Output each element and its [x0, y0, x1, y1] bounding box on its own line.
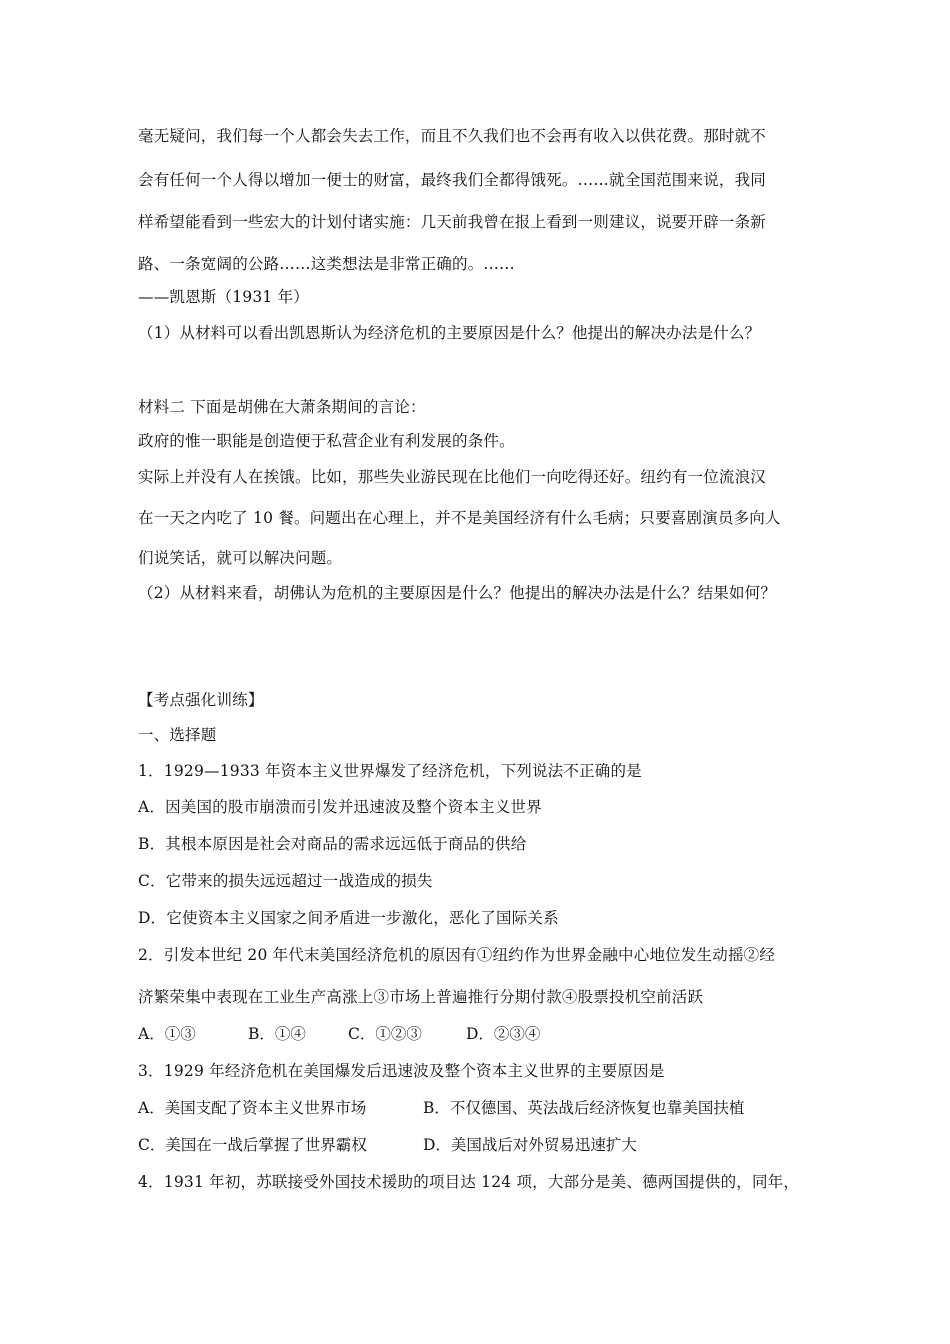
question-2-option-d: D．②③④	[466, 1025, 541, 1043]
question-1-stem: 1．1929—1933 年资本主义世界爆发了经济危机，下列说法不正确的是	[138, 762, 642, 780]
question-3-option-a: A．美国支配了资本主义世界市场	[138, 1099, 367, 1117]
material2-line-2: 实际上并没有人在挨饿。比如，那些失业游民现在比他们一向吃得还好。纽约有一位流浪汉	[138, 468, 767, 486]
material1-line-2: 会有任何一个人得以增加一便士的财富，最终我们全都得饿死。……就全国范围来说，我同	[138, 171, 767, 189]
material1-source: ——凯恩斯（1931 年）	[138, 288, 309, 306]
question-2-option-c: C．①②③	[348, 1025, 422, 1043]
material2-heading: 材料二 下面是胡佛在大萧条期间的言论：	[138, 398, 426, 416]
question-2-option-b: B．①④	[248, 1025, 306, 1043]
material2-question: （2）从材料来看，胡佛认为危机的主要原因是什么？他提出的解决办法是什么？结果如何？	[138, 584, 777, 602]
question-3-stem: 3．1929 年经济危机在美国爆发后迅速波及整个资本主义世界的主要原因是	[138, 1062, 665, 1080]
question-1-option-b: B．其根本原因是社会对商品的需求远远低于商品的供给	[138, 835, 527, 853]
question-2-options	[138, 1024, 540, 1044]
question-1-option-a: A．因美国的股市崩溃而引发并迅速波及整个资本主义世界	[138, 798, 542, 816]
question-2-stem-line-1: 2．引发本世纪 20 年代末美国经济危机的原因有①纽约作为世界金融中心地位发生动摇②经	[138, 946, 776, 964]
question-4-stem: 4．1931 年初，苏联接受外国技术援助的项目达 124 项，大部分是美、德两国提供的，同年，	[138, 1173, 800, 1191]
question-3-options-row-2	[138, 1135, 637, 1155]
material1-line-3: 样希望能看到一些宏大的计划付诸实施：几天前我曾在报上看到一则建议，说要开辟一条新	[138, 213, 767, 231]
question-3-option-c: C．美国在一战后掌握了世界霸权	[138, 1136, 367, 1154]
material1-question: （1）从材料可以看出凯恩斯认为经济危机的主要原因是什么？他提出的解决办法是什么？	[138, 324, 761, 342]
section-heading: 一、选择题	[138, 726, 217, 744]
question-1-option-d: D．它使资本主义国家之间矛盾进一步激化，恶化了国际关系	[138, 909, 559, 927]
material2-line-3: 在一天之内吃了 10 餐。问题出在心理上，并不是美国经济有什么毛病；只要喜剧演员多向人	[138, 509, 781, 527]
material2-line-4: 们说笑话，就可以解决问题。	[138, 549, 343, 567]
question-3-option-b: B．不仅德国、英法战后经济恢复也靠美国扶植	[423, 1099, 745, 1117]
material2-line-1: 政府的惟一职能是创造便于私营企业有利发展的条件。	[138, 432, 515, 450]
question-2-stem-line-2: 济繁荣集中表现在工业生产高涨上③市场上普遍推行分期付款④股票投机空前活跃	[138, 988, 704, 1006]
question-3-option-d: D．美国战后对外贸易迅速扩大	[423, 1136, 637, 1154]
question-3-options-row-1	[138, 1098, 744, 1118]
material1-line-4: 路、一条宽阔的公路……这类想法是非常正确的。……	[138, 255, 515, 273]
training-title: 【考点强化训练】	[138, 691, 264, 709]
question-2-option-a: A．①③	[138, 1025, 196, 1043]
question-1-option-c: C．它带来的损失远远超过一战造成的损失	[138, 872, 433, 890]
material1-line-1: 毫无疑问，我们每一个人都会失去工作，而且不久我们也不会再有收入以供花费。那时就不	[138, 127, 767, 145]
